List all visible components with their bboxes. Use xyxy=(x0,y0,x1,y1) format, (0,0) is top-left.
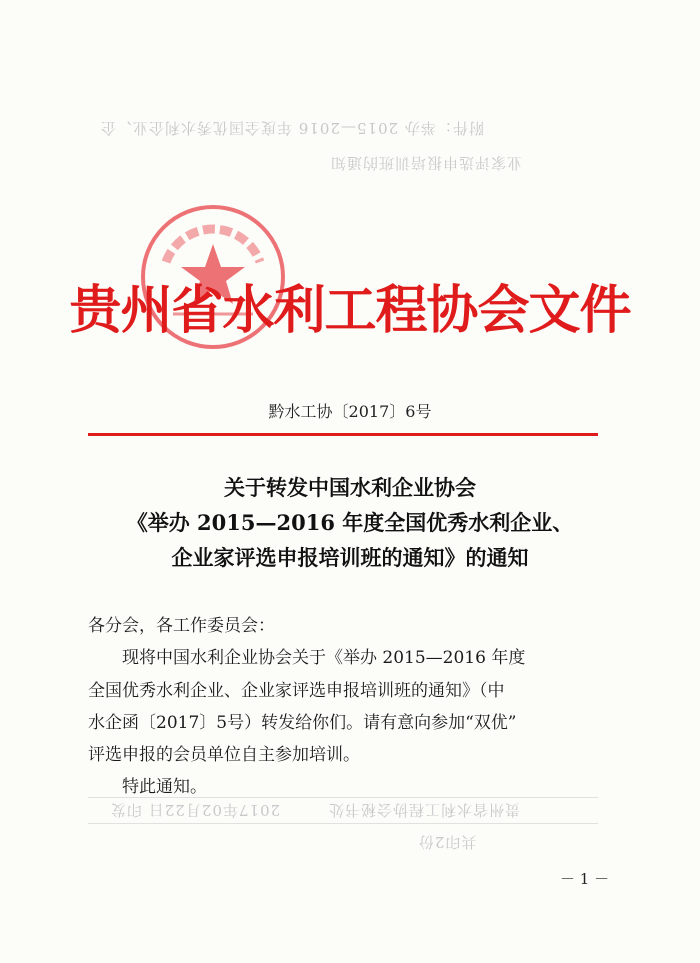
body-line: 全国优秀水利企业、企业家评选申报培训班的通知》（中 xyxy=(88,681,505,701)
footer-rule xyxy=(88,823,598,824)
issuer-title: 贵州省水利工程协会文件 xyxy=(69,281,631,341)
red-divider xyxy=(88,433,598,436)
bleed-through-line: 业家评选申报培训班的通知 xyxy=(330,154,523,172)
bleed-through-line: 共印2份 xyxy=(418,833,477,851)
bleed-through-line: 附件：举办 2015—2016 年度全国优秀水利企业、企 xyxy=(100,119,484,137)
body-line: 评选申报的会员单位自主参加培训。 xyxy=(88,745,360,765)
closing: 特此通知。 xyxy=(122,777,207,797)
body-line: 现将中国水利企业协会关于《举办 2015—2016 年度 xyxy=(122,648,526,668)
notice-title-line: 关于转发中国水利企业协会 xyxy=(224,475,476,500)
footer-rule xyxy=(88,797,598,798)
notice-title-line: 《举办 2015—2016 年度全国优秀水利企业、 xyxy=(126,510,574,535)
notice-title xyxy=(80,470,620,575)
page-number: － 1 － xyxy=(560,870,610,888)
salutation: 各分会，各工作委员会： xyxy=(88,616,275,636)
body-line: 水企函〔2017〕5号）转发给你们。请有意向参加“双优” xyxy=(88,713,517,733)
document-number: 黔水工协〔2017〕6号 xyxy=(268,402,432,421)
bleed-through-line: 贵州省水利工程协会秘书处 2017年02月22日 印发 xyxy=(110,801,521,819)
notice-title-line: 企业家评选申报培训班的通知》的通知 xyxy=(171,545,529,570)
